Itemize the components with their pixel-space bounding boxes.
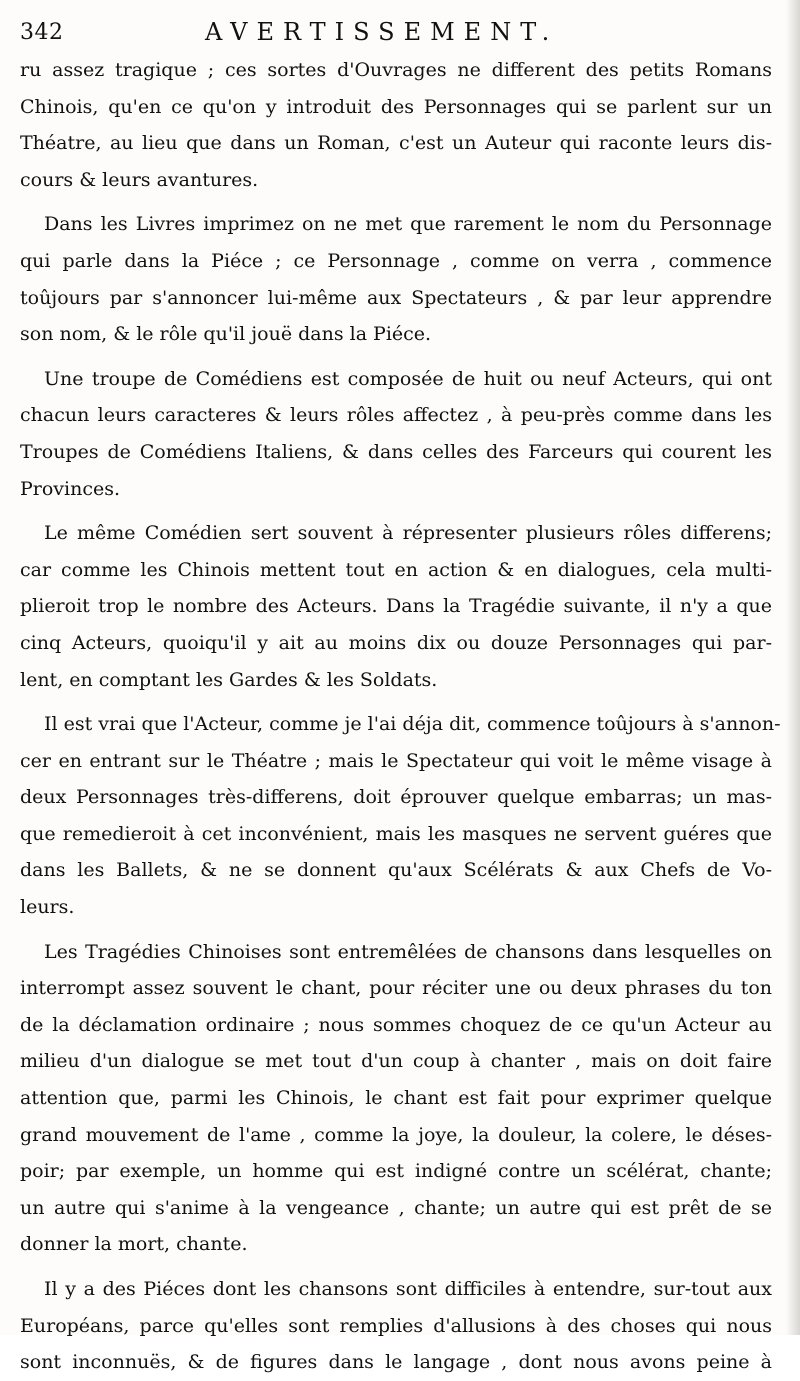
text-line: ru assez tragique ; ces sortes d'Ouvrages ne different des petits Romans <box>20 59 772 81</box>
text-line: donner la mort, chante. <box>20 1233 248 1256</box>
text-line: son nom, & le rôle qu'il jouë dans la Piéce. <box>20 323 432 346</box>
text-line: Il y a des Piéces dont les chansons sont difficiles à entendre, sur-tout aux <box>44 1278 772 1300</box>
text-line: grand mouvement de l'ame , comme la joye, la douleur, la colere, le déses- <box>20 1123 772 1146</box>
text-line: Le même Comédien sert souvent à répresenter plusieurs rôles differens; <box>44 522 772 545</box>
text-line: Une troupe de Comédiens est composée de huit ou neuf Acteurs, qui ont <box>44 367 772 390</box>
text-line: Provinces. <box>20 477 121 500</box>
text-line: Dans les Livres imprimez on ne met que rarement le nom du Personnage <box>44 213 772 236</box>
text-line: Chinois, qu'en ce qu'on y introduit des Personnages qui se parlent sur un <box>20 95 772 118</box>
text-line: de la déclamation ordinaire ; nous sommes choquez de ce qu'un Acteur au <box>20 1013 772 1036</box>
text-line: Il est vrai que l'Acteur, comme je l'ai déja dit, commence toûjours à s'annon- <box>44 713 781 736</box>
page-header <box>20 18 780 52</box>
text-line: dans les Ballets, & ne se donnent qu'aux Scélérats & aux Chefs de Vo- <box>20 859 772 882</box>
text-line: interrompt assez souvent le chant, pour réciter une ou deux phrases du ton <box>20 977 772 1000</box>
page-body <box>20 52 781 1381</box>
text-line: Les Tragédies Chinoises sont entremêlées de chansons dans lesquelles on <box>44 940 772 963</box>
text-line: poir; par exemple, un homme qui est indigné contre un scélérat, chante; <box>20 1160 772 1183</box>
text-line: Troupes de Comédiens Italiens, & dans celles des Farceurs qui courent les <box>20 440 772 463</box>
page-number: 342 <box>20 20 64 45</box>
paragraph <box>20 52 772 198</box>
text-line: milieu d'un dialogue se met tout d'un coup à chanter , mais on doit faire <box>20 1050 772 1073</box>
text-line: plieroit trop le nombre des Acteurs. Dans la Tragédie suivante, il n'y a que <box>20 595 772 618</box>
page-edge-shadow <box>786 0 800 1335</box>
paragraph <box>20 361 772 507</box>
text-line: leurs. <box>20 896 75 919</box>
text-line: chacun leurs caracteres & leurs rôles affectez , à peu-près comme dans les <box>20 404 772 427</box>
text-line: toûjours par s'annoncer lui-même aux Spectateurs , & par leur apprendre <box>20 286 772 309</box>
text-line: lent, en comptant les Gardes & les Soldats. <box>20 668 438 691</box>
text-line: Théatre, au lieu que dans un Roman, c'est un Auteur qui raconte leurs dis- <box>20 132 772 155</box>
paragraph <box>20 706 781 926</box>
paragraph <box>20 206 772 352</box>
paragraph <box>20 934 772 1263</box>
text-line: qui parle dans la Piéce ; ce Personnage , comme on verra , commence <box>20 249 772 272</box>
text-line: Européans, parce qu'elles sont remplies d'allusions à des choses qui nous <box>20 1314 772 1337</box>
paragraph <box>20 1271 772 1381</box>
paragraph <box>20 515 772 698</box>
running-head: AVERTISSEMENT. <box>205 18 559 46</box>
text-line: que remedieroit à cet inconvénient, mais les masques ne servent guéres que <box>20 822 772 845</box>
text-line: cer en entrant sur le Théatre ; mais le Spectateur qui voit le même visage à <box>20 749 772 772</box>
text-line: un autre qui s'anime à la vengeance , chante; un autre qui est prêt de se <box>20 1196 772 1219</box>
text-line: deux Personnages très-differens, doit éprouver quelque embarras; un mas- <box>20 786 772 809</box>
text-line: cinq Acteurs, quoiqu'il y ait au moins dix ou douze Personnages qui par- <box>20 631 772 654</box>
text-line: cours & leurs avantures. <box>20 168 259 191</box>
text-line: attention que, parmi les Chinois, le chant est fait pour exprimer quelque <box>20 1087 772 1110</box>
text-line: car comme les Chinois mettent tout en action & en dialogues, cela multi- <box>20 558 772 581</box>
text-line: sont inconnuës, & de figures dans le langage , dont nous avons peine à <box>20 1351 772 1374</box>
